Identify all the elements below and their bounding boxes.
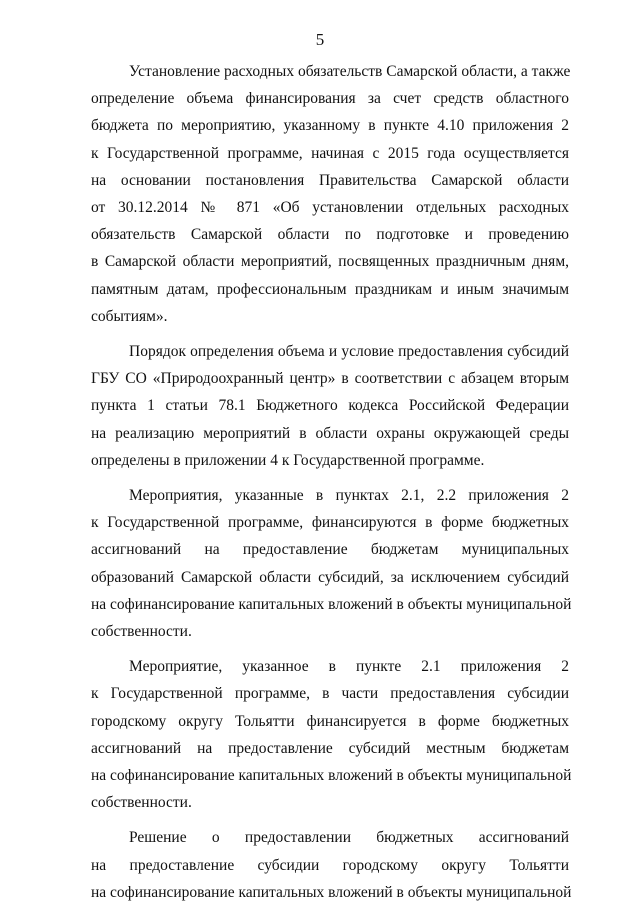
text-line: собственности. — [91, 794, 192, 812]
text-line: от 30.12.2014 № 871 «Об установлении отдельных расходных — [91, 199, 569, 217]
text-line: городскому округу Тольятти финансируется в форме бюджетных — [91, 712, 569, 730]
text-line: на софинансирование капитальных вложений в объекты муниципальной — [91, 767, 572, 785]
text-line: определены в приложении 4 к Государственной программе. — [91, 451, 485, 469]
paragraph-5 — [91, 824, 572, 906]
text-line: Установление расходных обязательств Самарской области, а также — [129, 63, 571, 80]
text-line: на софинансирование капитальных вложений в объекты муниципальной — [91, 595, 572, 613]
text-line: ассигнований на предоставление бюджетам муниципальных — [91, 541, 569, 559]
paragraph-2 — [91, 338, 569, 474]
text-line: определение объема финансирования за счет средств областного — [91, 90, 569, 108]
text-line: собственности. — [91, 623, 192, 641]
paragraph-1 — [91, 58, 569, 330]
text-line: Мероприятия, указанные в пунктах 2.1, 2.2 приложения 2 — [129, 487, 569, 505]
text-line: к Государственной программе, начиная с 2015 года осуществляется — [91, 144, 569, 162]
text-line: образований Самарской области субсидий, за исключением субсидий — [91, 568, 569, 586]
text-line: Решение о предоставлении бюджетных ассигнований — [129, 829, 569, 847]
text-line: памятным датам, профессиональным праздникам и иным значимым — [91, 280, 569, 298]
text-line: на предоставление субсидии городскому округу Тольятти — [91, 856, 569, 874]
text-line: пункта 1 статьи 78.1 Бюджетного кодекса Российской Федерации — [91, 397, 569, 415]
text-line: Порядок определения объема и условие предоставления субсидий — [129, 343, 569, 361]
text-line: к Государственной программе, финансируются в форме бюджетных — [91, 514, 569, 532]
document-body — [91, 58, 572, 914]
text-line: на софинансирование капитальных вложений в объекты муниципальной — [91, 883, 572, 901]
text-line: ассигнований на предоставление субсидий местным бюджетам — [91, 739, 569, 757]
page-number: 5 — [315, 30, 325, 49]
text-line: событиям». — [91, 307, 168, 325]
text-line: ГБУ СО «Природоохранный центр» в соответствии с абзацем вторым — [91, 370, 569, 388]
text-line: к Государственной программе, в части предоставления субсидии — [91, 685, 569, 703]
text-line: на основании постановления Правительства Самарской области — [91, 171, 569, 189]
text-line: обязательств Самарской области по подготовке и проведению — [91, 226, 569, 244]
text-line: на реализацию мероприятий в области охраны окружающей среды — [91, 424, 569, 442]
text-line: в Самарской области мероприятий, посвященных праздничным дням, — [91, 253, 569, 271]
text-line: Мероприятие, указанное в пункте 2.1 приложения 2 — [129, 658, 569, 676]
text-line: бюджета по мероприятию, указанному в пункте 4.10 приложения 2 — [91, 117, 569, 135]
paragraph-3 — [91, 482, 572, 645]
paragraph-4 — [91, 653, 572, 816]
